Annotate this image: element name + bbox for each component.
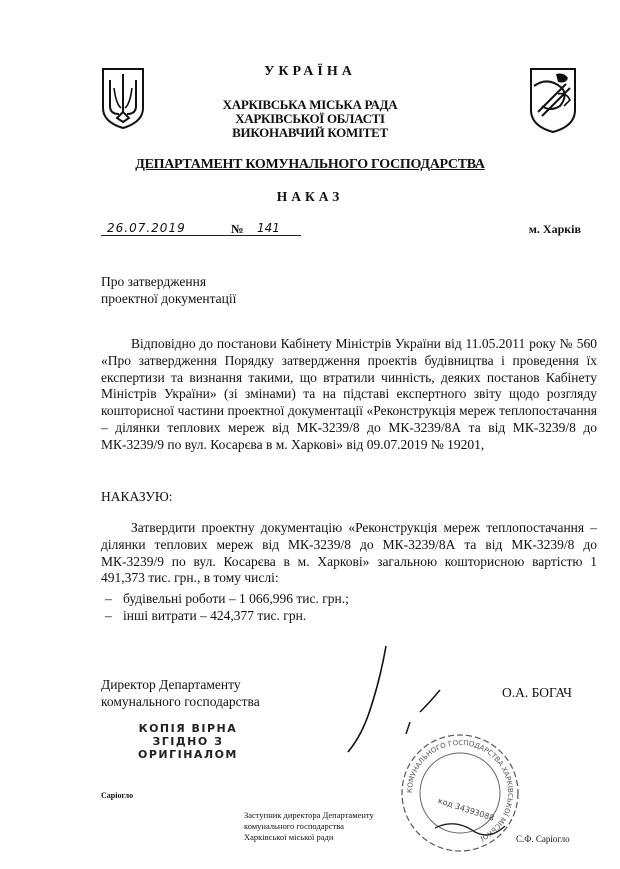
stamp-line: ОРИГІНАЛОМ: [138, 748, 238, 761]
stamp-code: код 34393088: [436, 796, 496, 823]
date-number-row: [101, 222, 581, 240]
cost-list: [105, 590, 349, 624]
country-title: УКРАЇНА: [264, 64, 356, 79]
deputy-name: С.Ф. Саріогло: [516, 834, 570, 844]
director-position: [101, 676, 260, 710]
svg-text:КОМУНАЛЬНОГО ГОСПОДАРСТВА ХАРК: [406, 739, 514, 843]
city: м. Харків: [528, 222, 581, 236]
stamp-line: ЗГІДНО З: [152, 735, 224, 748]
council-line: ХАРКІВСЬКОЇ ОБЛАСТІ: [235, 111, 385, 126]
subject: [101, 273, 236, 307]
copy-certified-stamp: [138, 722, 238, 761]
stamp-line: КОПІЯ ВІРНА: [138, 722, 238, 735]
date-underline: [101, 235, 301, 236]
list-item: – будівельні роботи – 1 066,996 тис. грн.;: [105, 591, 349, 606]
order-word: НАКАЗУЮ:: [101, 489, 173, 504]
council-line: ВИКОНАВЧИЙ КОМІТЕТ: [232, 125, 388, 140]
document-number: 141: [257, 221, 280, 235]
stamp-ring-text: КОМУНАЛЬНОГО ГОСПОДАРСТВА ХАРКІВСЬКОЇ МІСЬКОЇ: [405, 738, 515, 843]
director-name: О.А. БОГАЧ: [502, 685, 572, 700]
order-paragraph: Затвердити проектну документацію «Реконструкція мереж теплопостачання – ділянки теплових мереж від МК-3239/8 до МК-3239/8А та від МК-3239/8 до МК-3239/9 по вул. Косарєва в м. Харкові» загальною кошторисною вартістю 1 491,373 тис. грн., в тому числі:: [101, 520, 597, 586]
council-line: ХАРКІВСЬКА МІСЬКА РАДА: [222, 97, 398, 112]
deputy-line: Заступник директора Департаменту: [244, 810, 374, 820]
position-line: Директор Департаменту: [101, 677, 241, 692]
round-stamp-icon: [395, 728, 525, 858]
council-block: [0, 98, 620, 140]
executor-name: Саріогло: [101, 791, 134, 800]
deputy-line: комунального господарства: [244, 821, 344, 831]
department-title: ДЕПАРТАМЕНТ КОМУНАЛЬНОГО ГОСПОДАРСТВА: [135, 157, 485, 172]
document-type: НАКАЗ: [276, 189, 344, 204]
deputy-line: Харківської міської ради: [244, 832, 334, 842]
document-date: 26.07.2019: [107, 221, 186, 235]
list-item: – інші витрати – 424,377 тис. грн.: [105, 608, 307, 623]
subject-line: Про затвердження: [101, 274, 207, 289]
number-label: №: [231, 222, 244, 236]
deputy-position: [244, 810, 374, 843]
preamble-paragraph: Відповідно до постанови Кабінету Міністрів України від 11.05.2011 року № 560 «Про затвердження Порядку затвердження проектів будівництва і проведення їх експертизи та визнання такими, що втратили чинність, деяких постанов Кабінету Міністрів України» (зі змінами) та на підставі експертного звіту щодо розгляду кошторисної частини проектної документації «Реконструкція мереж теплопостачання – ділянки теплових мереж від МК-3239/8 до МК-3239/8А та від МК-3239/8 до МК-3239/9 по вул. Косарєва в м. Харкові» від 09.07.2019 № 19201,: [101, 336, 597, 452]
position-line: комунального господарства: [101, 694, 260, 709]
subject-line: проектної документації: [101, 291, 237, 306]
